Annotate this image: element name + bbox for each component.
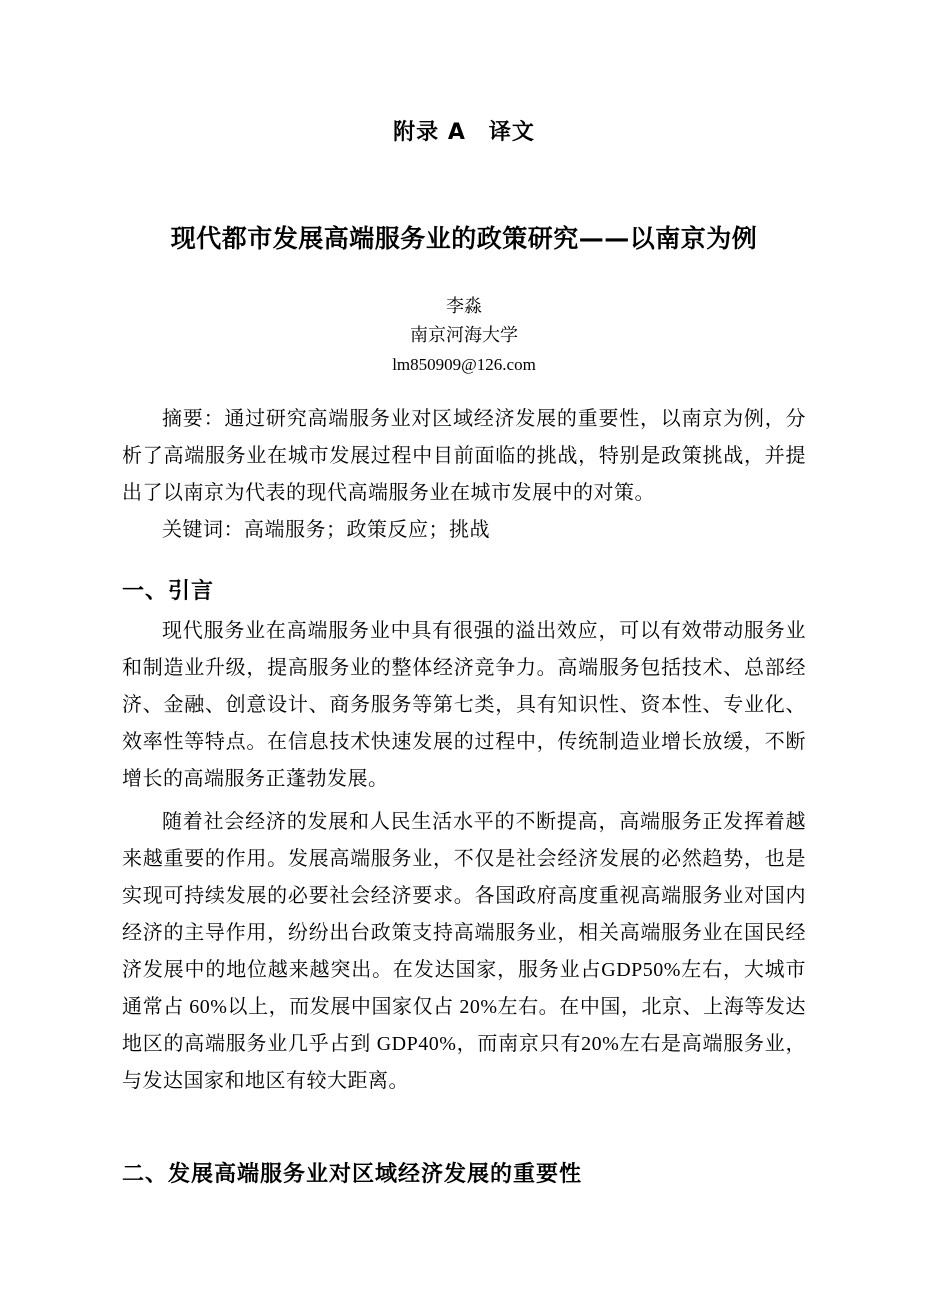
keywords-line: 关键词：高端服务；政策反应；挑战 (162, 519, 490, 541)
section-1-paragraph-2: 随着社会经济的发展和人民生活水平的不断提高，高端服务正发挥着越来越重要的作用。发展高端服务业，不仅是社会经济发展的必然趋势，也是实现可持续发展的必要社会经济要求。各国政府高度重视高端服务业对国内经济的主导作用，纷纷出台政策支持高端服务业，相关高端服务业在国民经济发展中的地位越来越突出。在发达国家，服务业占GDP50%左右，大城市通常占 60%以上，而发展中国家仅占 20%左右。在中国，北京、上海等发达地区的高端服务业几乎占到 GDP40%，而南京只有20%左右是高端服务业，与发达国家和地区有较大距离。 (122, 811, 806, 1092)
section-heading-2: 二、发展高端服务业对区域经济发展的重要性 (122, 1162, 583, 1187)
author-affiliation: 南京河海大学 (410, 325, 518, 345)
author-block (122, 292, 806, 379)
section-1-paragraph-1: 现代服务业在高端服务业中具有很强的溢出效应，可以有效带动服务业和制造业升级，提高服务业的整体经济竞争力。高端服务包括技术、总部经济、金融、创意设计、商务服务等第七类，具有知识性、资本性、专业化、效率性等特点。在信息技术快速发展的过程中，传统制造业增长放缓，不断增长的高端服务正蓬勃发展。 (122, 620, 806, 790)
document-title: 现代都市发展高端服务业的政策研究——以南京为例 (170, 224, 758, 253)
section-heading-1: 一、引言 (122, 579, 215, 604)
abstract-paragraph: 摘要：通过研究高端服务业对区域经济发展的重要性，以南京为例，分析了高端服务业在城市发展过程中目前面临的挑战，特别是政策挑战，并提出了以南京为代表的现代高端服务业在城市发展中的对策。 (122, 408, 806, 504)
author-email: lm850909@126.com (392, 355, 536, 374)
appendix-heading: 附录 A 译文 (393, 120, 535, 145)
author-name: 李淼 (446, 296, 482, 316)
